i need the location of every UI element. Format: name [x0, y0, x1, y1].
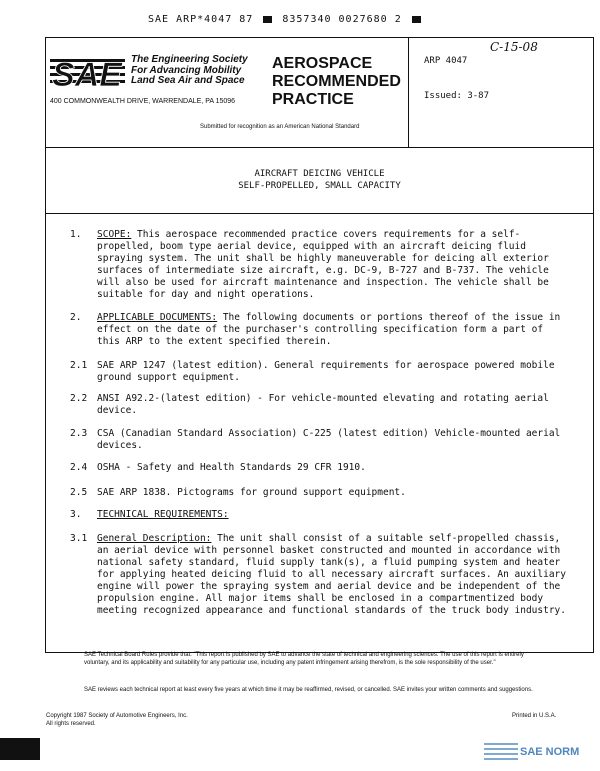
society-line-3: Land Sea Air and Space — [131, 75, 245, 86]
section-heading: SCOPE: — [97, 229, 132, 240]
header-divider-vertical — [408, 37, 409, 147]
section-number: 2.2 — [70, 393, 88, 404]
section-number: 2.4 — [70, 462, 88, 473]
section-text: CSA (Canadian Standard Association) C-225 (latest edition) Vehicle-mounted aerial devices. — [97, 428, 561, 451]
section-number: 2.3 — [70, 428, 88, 439]
section-text: SAE ARP 1838. Pictograms for ground support equipment. — [97, 487, 406, 498]
document-title — [46, 168, 593, 192]
section-2-1 — [97, 360, 567, 384]
doc-type-line-2: RECOMMENDED — [272, 73, 401, 90]
stamp-code: 8357340 0027680 2 — [282, 14, 402, 25]
section-heading: TECHNICAL REQUIREMENTS: — [97, 509, 229, 520]
section-text: OSHA - Safety and Health Standards 29 CFR 1910. — [97, 462, 366, 473]
sae-logo-text: SAE — [52, 56, 122, 93]
title-divider — [45, 213, 594, 214]
scan-edge-mark — [0, 738, 40, 760]
section-number: 2.1 — [70, 360, 88, 371]
document-type — [272, 55, 402, 109]
stamp-block-2 — [412, 16, 421, 23]
footer-rights: All rights reserved. — [46, 721, 96, 727]
section-heading: General Description: — [97, 533, 212, 544]
section-2-3 — [97, 428, 567, 452]
section-2-2 — [97, 393, 567, 417]
arp-number: ARP 4047 — [424, 56, 468, 66]
section-applicable-documents — [97, 312, 567, 348]
section-number: 3.1 — [70, 533, 88, 544]
section-scope — [97, 229, 567, 301]
footer-printed: Printed in U.S.A. — [512, 713, 557, 719]
section-number: 1. — [70, 229, 82, 240]
section-number: 2.5 — [70, 487, 88, 498]
section-text: SAE ARP 1247 (latest edition). General requirements for aerospace powered mobile ground support equipment. — [97, 360, 555, 383]
section-number: 2. — [70, 312, 82, 323]
section-heading: APPLICABLE DOCUMENTS: — [97, 312, 218, 323]
section-2-5 — [97, 487, 567, 499]
society-line-1: The Engineering Society — [131, 54, 248, 65]
title-line-2: SELF-PROPELLED, SMALL CAPACITY — [238, 181, 401, 191]
norm-logo-text: SAE NORM — [520, 746, 580, 758]
doc-type-line-3: PRACTICE — [272, 91, 354, 108]
header-divider — [45, 147, 594, 148]
section-general-description — [97, 533, 567, 617]
stamp-block-1 — [263, 16, 272, 23]
society-line-2: For Advancing Mobility — [131, 64, 242, 76]
section-number: 3. — [70, 509, 82, 520]
doc-type-line-1: AEROSPACE — [272, 55, 373, 72]
document-stamp — [148, 14, 424, 25]
title-line-1: AIRCRAFT DEICING VEHICLE — [254, 169, 385, 179]
handwritten-note: C-15-08 — [490, 40, 538, 54]
issued-date: Issued: 3-87 — [424, 91, 490, 101]
footer-rules: SAE Technical Board Rules provide that: "This report is published by SAE to advance the state of technical and engineering sciences. The use of this report is entirely voluntary, and its applicability and suitability for any particular use, including any patent infringement arising therefrom, is the sole responsibility of the user." — [84, 652, 524, 666]
sae-logo-icon — [50, 53, 125, 93]
section-2-4 — [97, 462, 567, 474]
org-address: 400 COMMONWEALTH DRIVE, WARRENDALE, PA 15096 — [50, 98, 236, 105]
section-text: This aerospace recommended practice covers requirements for a self-propelled, boom type aerial device, equipped with an aircraft deicing fluid spraying system. The unit shall be highly maneuverable for deicing all exterior surfaces of intermediate size aircraft, e.g. DC-9, B-727 and B-737. The vehicle will also be used for aircraft maintenance and inspection. The vehicle shall be suitable for day and night operations. — [97, 229, 549, 300]
section-text: The unit shall consist of a suitable self-propelled chassis, an aerial device with personnel basket constructed and mounted in accordance with national safety standard, fluid supply tank(s), a fluid pumping system and heater for applying heated deicing fluid to all necessary aircraft surfaces. An auxiliary engine will power the spraying system and aerial device and be independent of the propulsion engine. All major items shall be enclosed in a compartmentized body meeting recognized appearance and functional standards of the truck body industry. — [97, 533, 566, 616]
sae-norm-logo-icon — [484, 738, 582, 763]
footer-copyright: Copyright 1987 Society of Automotive Engineers, Inc. — [46, 713, 188, 719]
section-text: ANSI A92.2-(latest edition) - For vehicle-mounted elevating and rotating aerial device. — [97, 393, 549, 416]
stamp-text: SAE ARP*4047 87 — [148, 14, 254, 25]
submitted-note: Submitted for recognition as an American National Standard — [200, 124, 360, 130]
section-text: The following documents or portions thereof of the issue in effect on the date of the purchaser's controlling specification form a part of this ARP to the extent specified therein. — [97, 312, 561, 347]
society-tagline — [131, 55, 261, 87]
section-technical-requirements — [97, 509, 567, 521]
footer-review: SAE reviews each technical report at least every five years at which time it may be reaffirmed, revised, or cancelled. SAE invites your written comments and suggestions. — [84, 687, 533, 693]
